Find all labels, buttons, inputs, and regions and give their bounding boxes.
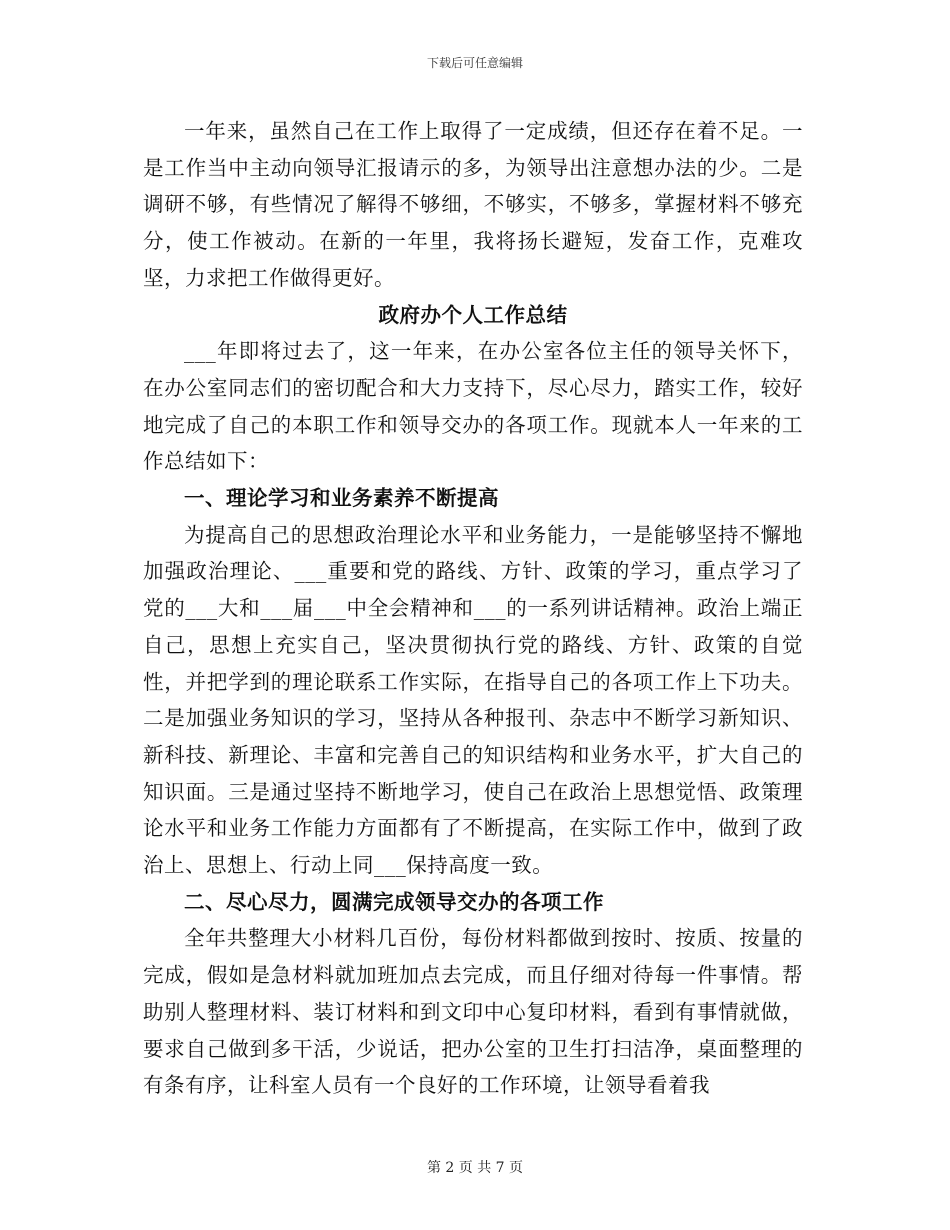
paragraph-shortcomings: 一年来，虽然自己在工作上取得了一定成绩，但还存在着不足。一是工作当中主动向领导汇报请示的多，为领导出注意想办法的少。二是调研不够，有些情况了解得不够细，不够实，不够多，掌握材料不够充分，使工作被动。在新的一年里，我将扬长避短，发奋工作，克难攻坚，力求把工作做得更好。 [143, 119, 803, 290]
section-heading-theory-study: 一、理论学习和业务素养不断提高 [184, 486, 499, 511]
paragraph-intro: ___年即将过去了，这一年来，在办公室各位主任的领导关怀下，在办公室同志们的密切配合和大力支持下，尽心尽力，踏实工作，较好地完成了自己的本职工作和领导交办的各项工作。现就本人一年来的工作总结如下： [143, 339, 803, 474]
paragraph-assigned-work: 全年共整理大小材料几百份，每份材料都做到按时、按质、按量的完成，假如是急材料就加班加点去完成，而且仔细对待每一件事情。帮助别人整理材料、装订材料和到文印中心复印材料，看到有事情就做，要求自己做到多干活，少说话，把办公室的卫生打扫洁净，桌面整理的有条有序，让科室人员有一个良好的工作环境，让领导看着我 [143, 926, 803, 1098]
document-body [143, 113, 803, 1104]
paragraph-theory-study: 为提高自己的思想政治理论水平和业务能力，一是能够坚持不懈地加强政治理论、___重要和党的路线、方针、政策的学习，重点学习了党的___大和___届___中全会精神和___的一系列讲话精神。政治上端正自己，思想上充实自己，坚决贯彻执行党的路线、方针、政策的自觉性，并把学到的理论联系工作实际，在指导自己的各项工作上下功夫。二是加强业务知识的学习，坚持从各种报刊、杂志中不断学习新知识、新科技、新理论、丰富和完善自己的知识结构和业务水平，扩大自己的知识面。三是通过坚持不断地学习，使自己在政治上思想觉悟、政策理论水平和业务工作能力方面都有了不断提高，在实际工作中，做到了政治上、思想上、行动上同___保持高度一致。 [143, 522, 803, 878]
document-title: 政府办个人工作总结 [378, 302, 568, 327]
section-heading-assigned-work: 二、尽心尽力，圆满完成领导交办的各项工作 [184, 889, 604, 914]
page-number: 第 2 页 共 7 页 [426, 1160, 524, 1176]
page-header: 下载后可任意编辑 [426, 56, 523, 70]
